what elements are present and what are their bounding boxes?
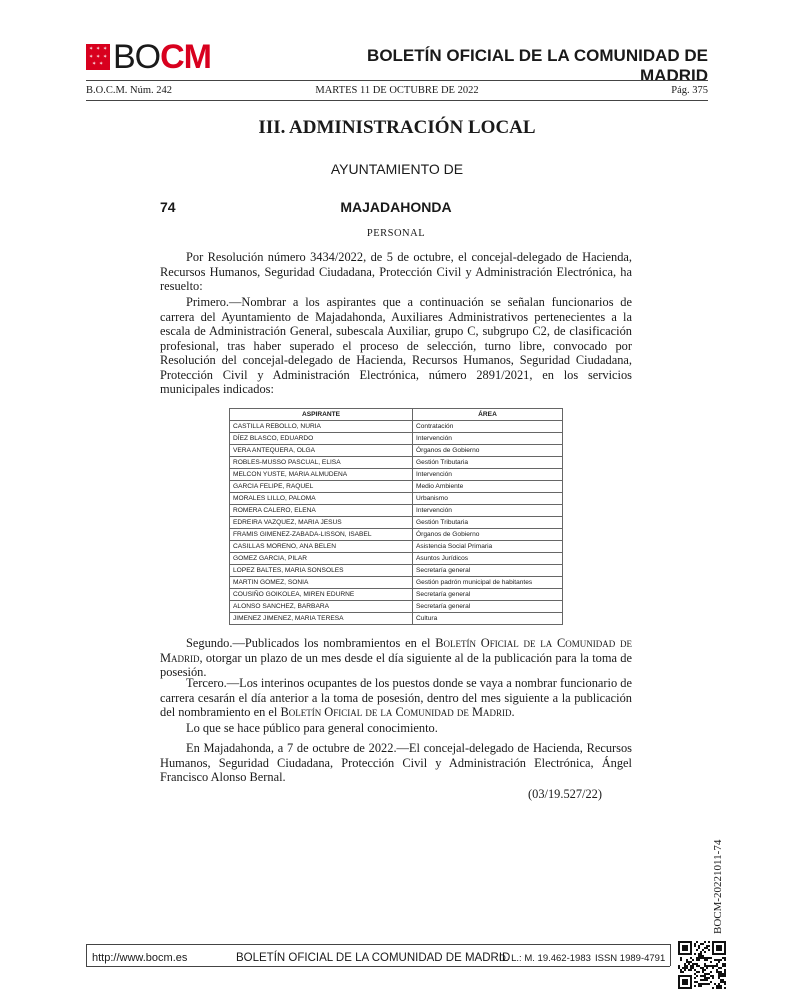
cell-area: Gestión padrón municipal de habitantes (413, 577, 563, 589)
cell-area: Intervención (413, 469, 563, 481)
cell-aspirante: ROBLES-MUSSO PASCUAL, ELISA (230, 457, 413, 469)
footer-legal-deposit: D. L.: M. 19.462-1983 (499, 953, 591, 964)
table-row (230, 577, 563, 589)
cell-aspirante: EDREIRA VAZQUEZ, MARIA JESUS (230, 517, 413, 529)
appointees-table (229, 408, 563, 625)
cell-area: Urbanismo (413, 493, 563, 505)
table-header-row (230, 409, 563, 421)
cell-area: Secretaría general (413, 589, 563, 601)
paragraph-tercero: Tercero.—Los interinos ocupantes de los puestos donde se vaya a nombrar funcionario de carrera cesarán el día anterior a la toma de posesión, dentro del mes siguiente a la publicación del nombramiento en el Boletín Oficial de la Comunidad de Madrid. (160, 676, 632, 719)
cell-aspirante: CASTILLA REBOLLO, NURIA (230, 421, 413, 433)
table-row (230, 433, 563, 445)
paragraph-publication: Lo que se hace público para general conocimiento. (186, 721, 438, 735)
qr-code-icon (678, 941, 726, 989)
table-row (230, 553, 563, 565)
cell-area: Cultura (413, 613, 563, 625)
footer-rule-top (86, 944, 670, 945)
cell-area: Secretaría general (413, 601, 563, 613)
cell-area: Gestión Tributaria (413, 457, 563, 469)
cell-aspirante: JIMENEZ JIMENEZ, MARIA TERESA (230, 613, 413, 625)
table-row (230, 613, 563, 625)
cell-aspirante: MELCON YUSTE, MARIA ALMUDENA (230, 469, 413, 481)
table-row (230, 493, 563, 505)
page-number: Pág. 375 (671, 85, 708, 96)
table-row (230, 601, 563, 613)
table-row (230, 589, 563, 601)
paragraph-primero: Primero.—Nombrar a los aspirantes que a continuación se señalan funcionarios de carrera del Ayuntamiento de Majadahonda, Auxiliares Administrativos pertenecientes a la escala de Administración General, subescala Auxiliar, grupo C, subgrupo C2, de clasificación profesional, tras haber superado el proceso de selección, turno libre, convocado por Resolución del concejal-delegado de Hacienda, Recursos Humanos, Seguridad Ciudadana, Protección Civil y Administración Electrónica, número 2891/2021, en los servicios municipales indicados: (160, 295, 632, 396)
bocm-logo (86, 38, 212, 76)
cell-area: Asuntos Jurídicos (413, 553, 563, 565)
footer-url[interactable]: http://www.bocm.es (92, 952, 188, 964)
cell-aspirante: COUSIÑO GOIKOLEA, MIREN EDURNE (230, 589, 413, 601)
cell-aspirante: MARTIN GOMEZ, SONIA (230, 577, 413, 589)
cell-aspirante: GARCIA FELIPE, RAQUEL (230, 481, 413, 493)
ayuntamiento-label: AYUNTAMIENTO DE (330, 161, 464, 177)
column-header-aspirante: ASPIRANTE (230, 409, 413, 421)
cell-aspirante: GOMEZ GARCIA, PILAR (230, 553, 413, 565)
paragraph-signature: En Majadahonda, a 7 de octubre de 2022.—El concejal-delegado de Hacienda, Recursos Humanos, Seguridad Ciudadana, Protección Civil y Administración Electrónica, Ángel Francisco Alonso Bernal. (160, 741, 632, 784)
table-row (230, 517, 563, 529)
table-row (230, 457, 563, 469)
table-row (230, 445, 563, 457)
cell-area: Órganos de Gobierno (413, 445, 563, 457)
table-row (230, 565, 563, 577)
table-row (230, 505, 563, 517)
table-row (230, 481, 563, 493)
header-rule-top (86, 80, 708, 81)
reference-code: (03/19.527/22) (528, 787, 602, 801)
cell-area: Órganos de Gobierno (413, 529, 563, 541)
cell-aspirante: DÍEZ BLASCO, EDUARDO (230, 433, 413, 445)
table-row (230, 469, 563, 481)
gazette-title: BOLETÍN OFICIAL DE LA COMUNIDAD DE MADRID (367, 46, 708, 85)
footer-title: BOLETÍN OFICIAL DE LA COMUNIDAD DE MADRID (236, 952, 511, 964)
table-row (230, 541, 563, 553)
cell-area: Asistencia Social Primaria (413, 541, 563, 553)
category-label: PERSONAL (366, 228, 426, 239)
town-name: MAJADAHONDA (340, 199, 452, 215)
cell-area: Secretaría general (413, 565, 563, 577)
paragraph-resolution: Por Resolución número 3434/2022, de 5 de octubre, el concejal-delegado de Hacienda, Recursos Humanos, Seguridad Ciudadana, Protección Civil y Administración Electrónica, ha resuelto: (160, 250, 632, 293)
madrid-flag-icon: ✶ ✶ ✶ ✶ ✶ ✶ ✶ ✶ (86, 44, 110, 70)
issue-date: MARTES 11 DE OCTUBRE DE 2022 (315, 85, 479, 96)
footer-issn: ISSN 1989-4791 (595, 953, 666, 964)
footer-border-right (670, 944, 671, 966)
column-header-area: ÁREA (413, 409, 563, 421)
section-title: III. ADMINISTRACIÓN LOCAL (258, 117, 536, 138)
cell-aspirante: MORALES LILLO, PALOMA (230, 493, 413, 505)
logo-wordmark: BOCM (113, 38, 212, 76)
table-row (230, 421, 563, 433)
cell-area: Intervención (413, 505, 563, 517)
announcement-number: 74 (160, 199, 176, 215)
cell-aspirante: FRAMIS GIMENEZ-ZABADA-LISSON, ISABEL (230, 529, 413, 541)
paragraph-segundo: Segundo.—Publicados los nombramientos en el Boletín Oficial de la Comunidad de Madrid, otorgar un plazo de un mes desde el día siguiente al de la publicación para la toma de posesión. (160, 636, 632, 679)
side-code: BOCM-20221011-74 (712, 839, 724, 934)
cell-aspirante: VERA ANTEQUERA, OLGA (230, 445, 413, 457)
table-row (230, 529, 563, 541)
cell-area: Contratación (413, 421, 563, 433)
cell-area: Intervención (413, 433, 563, 445)
cell-aspirante: ROMERA CALERO, ELENA (230, 505, 413, 517)
cell-aspirante: LOPEZ BALTES, MARIA SONSOLES (230, 565, 413, 577)
footer-border-left (86, 944, 87, 966)
cell-area: Medio Ambiente (413, 481, 563, 493)
cell-area: Gestión Tributaria (413, 517, 563, 529)
footer-rule-bottom (86, 966, 670, 967)
bocm-number: B.O.C.M. Núm. 242 (86, 85, 173, 96)
cell-aspirante: ALONSO SANCHEZ, BARBARA (230, 601, 413, 613)
header-rule-bottom (86, 100, 708, 101)
cell-aspirante: CASILLAS MORENO, ANA BELEN (230, 541, 413, 553)
